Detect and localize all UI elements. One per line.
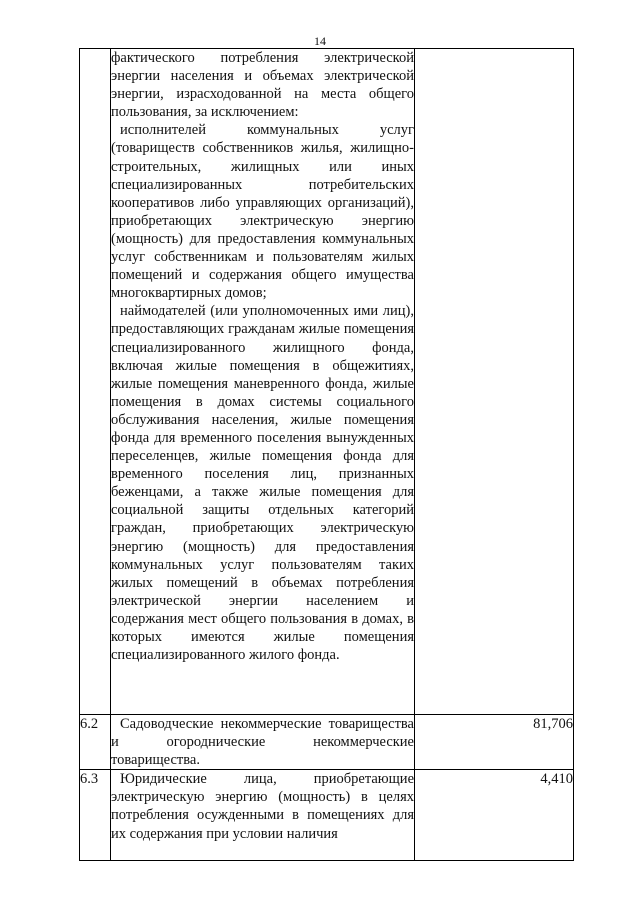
paragraph: Садоводческие некоммерческие товарищества и огороднические некоммерческие товарищества. — [111, 716, 414, 769]
page-number: 14 — [314, 34, 326, 48]
row-number: 6.3 — [80, 770, 111, 861]
row-description — [111, 715, 415, 770]
row-description — [111, 770, 415, 861]
table-row — [80, 715, 574, 770]
paragraph: фактического потребления электрической энергии населения и объемах электрической энергии, израсходованной на места общего пользования, за исключением: — [111, 50, 414, 121]
row-value — [415, 49, 574, 715]
paragraph: Юридические лица, приобретающие электрическую энергию (мощность) в целях потребления осужденными в помещениях для их содержания при условии наличия — [111, 771, 414, 842]
paragraph: наймодателей (или уполномоченных ими лиц), предоставляющих гражданам жилые помещения специализированного жилищного фонда, включая жилые помещения в общежитиях, жилые помещения маневренного фонда, жилые помещения в домах системы социального обслуживания населения, жилые помещения фонда для временного поселения вынужденных переселенцев, жилые помещения фонда для временного поселения лиц, признанных беженцами, а также жилые помещения для социальной защиты отдельных категорий граждан, приобретающих электрическую энергию (мощность) для предоставления коммунальных услуг пользователям таких жилых помещений в объемах потребления электрической энергии населением и содержания мест общего пользования в домах, в которых имеются жилые помещения специализированного жилого фонда. — [111, 303, 414, 664]
row-value: 81,706 — [415, 715, 574, 770]
row-number — [80, 49, 111, 715]
tariff-table — [79, 48, 574, 861]
row-value: 4,410 — [415, 770, 574, 861]
table-row — [80, 770, 574, 861]
row-number: 6.2 — [80, 715, 111, 770]
paragraph: исполнителей коммунальных услуг (товариществ собственников жилья, жилищно-строительных, жилищных или иных специализированных потребительских кооперативов либо управляющих организаций), приобретающих электрическую энергию (мощность) для предоставления коммунальных услуг собственникам и пользователям жилых помещений и содержания общего имущества многоквартирных домов; — [111, 122, 414, 302]
table-row — [80, 49, 574, 715]
row-description — [111, 49, 415, 715]
